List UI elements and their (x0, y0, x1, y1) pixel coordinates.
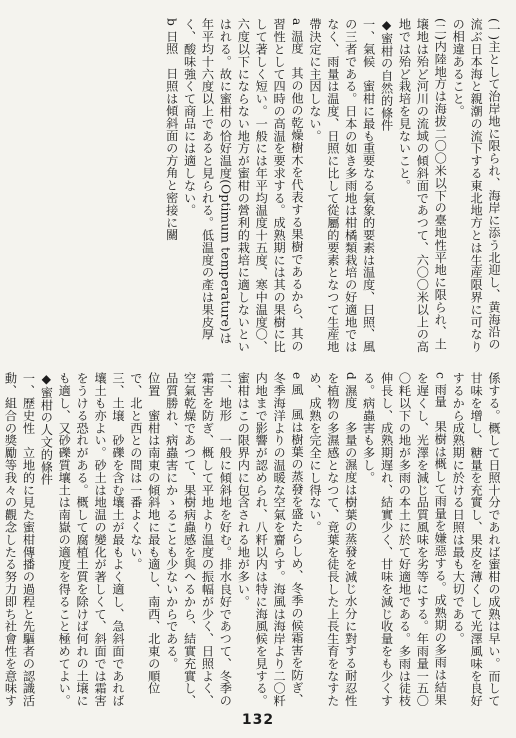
lower-text-block: 係する。概して日照十分であれば蜜柑の成熟は早い。而して甘味を增し、糖量を充實し、果皮を薄くして光澤風味を良好するから成熟期に於ける日照は最も大切である。 c 雨量 果樹は概して雨量を嫌惡する。成熟期の多雨は結果を遅くし、光澤を減じ品質風味を劣等にする。年雨量一五〇〇粍以下の地が多雨の本土に於て好適地である。多雨は徒枝伸長し、成熟期遅れ、結實少く、甘味を減じ收量をも少くする。病蟲害も多し。 d 濕度 多量の濕度は樹葉の蒸發を減じ水分に對する耐忍性を植物の多濕感となつて、竟葉を徒長した上長生育をなすため、成熟を完全にし得ない。 e 風 風は樹葉の蒸發を盛たらしめ、冬季の候霜害を防ぎ、冬季海洋よりの温暖な空氣を齎らす。海風は海岸より二〇粁内地まで影響が認められ、八粁以内は特に海風候を見する。蜜柑はこの限界内に包含される地が多い。 二、地形 一般に傾斜地を好む。排水良好であつて、冬季の霜害を防ぎ、概して平地より温度の振幅が少く、日照よく、空氣乾燥であつて、果樹病蟲感を與へるから、結實充實し、品質勝れ、病蟲害にかゝることも少ないからである。 位置 蜜柑は南東の傾斜地に最も適し、南西、北東の順位で、北と西との間は一番よくない。 三、土壌 砂礫を含む壤土が最もよく適し、急斜面であれば壤土も亦よい。砂土は地温の變化が著しくて、斜面では霜害をうける恐れがある。概して腐植土質を除けば何れの土壌にも適し、又砂礫質壤土は南嶽の適度を得ること極めてよい。 ◆蜜柑の人文的條件 一、歷史性 立地的に見た蜜柑傳播の過程と先驅者の認識活動、組合の獎勵等我々の觀念したる努力即ち社會性を意味す (3, 372, 501, 707)
upper-text-block: (一)主として治岸地に限られ、海岸に添う北迎し、黄海沿の流ぶ日本海と親潮の流下する東北地方とは生産限界に可なりの相違あること。 (二)内陸地方は海拔二〇〇米以下の臺地性平地に限られ、土壌地は殆ど河川の流域の傾斜面であつて、六〇〇米以上の高地では殆ど栽培を見ないこと。 ◆蜜柑の自然的條件 一、氣候 蜜柑に最も重要なる氣象的要素は温度、日照、風の三者である。日本の如き多雨地は柑橘類栽培の好適地ではなく、雨量は温度、日照に比して從屬的要素となつて生産地帶決定に主因しない。 a 温度 其の他の乾燥樹木を代表する果樹であるから、其の習性として四時の高温を要求する。成熟期には其の果樹に比して著しく短い。一般には年平均温度十五度、寒中温度〇、六度以下にならない地方が蜜柑の營利的栽培に適しないといはれる。故に蜜柑の恰好温度(Optimum temperature)は年平均十六度以上であると見られる。低温度の產は果皮厚く、酸味強くて商品には適しない。 b 日照 日照は傾斜面の方角と密接に關 (164, 18, 501, 353)
page-number: 132 (241, 712, 275, 728)
